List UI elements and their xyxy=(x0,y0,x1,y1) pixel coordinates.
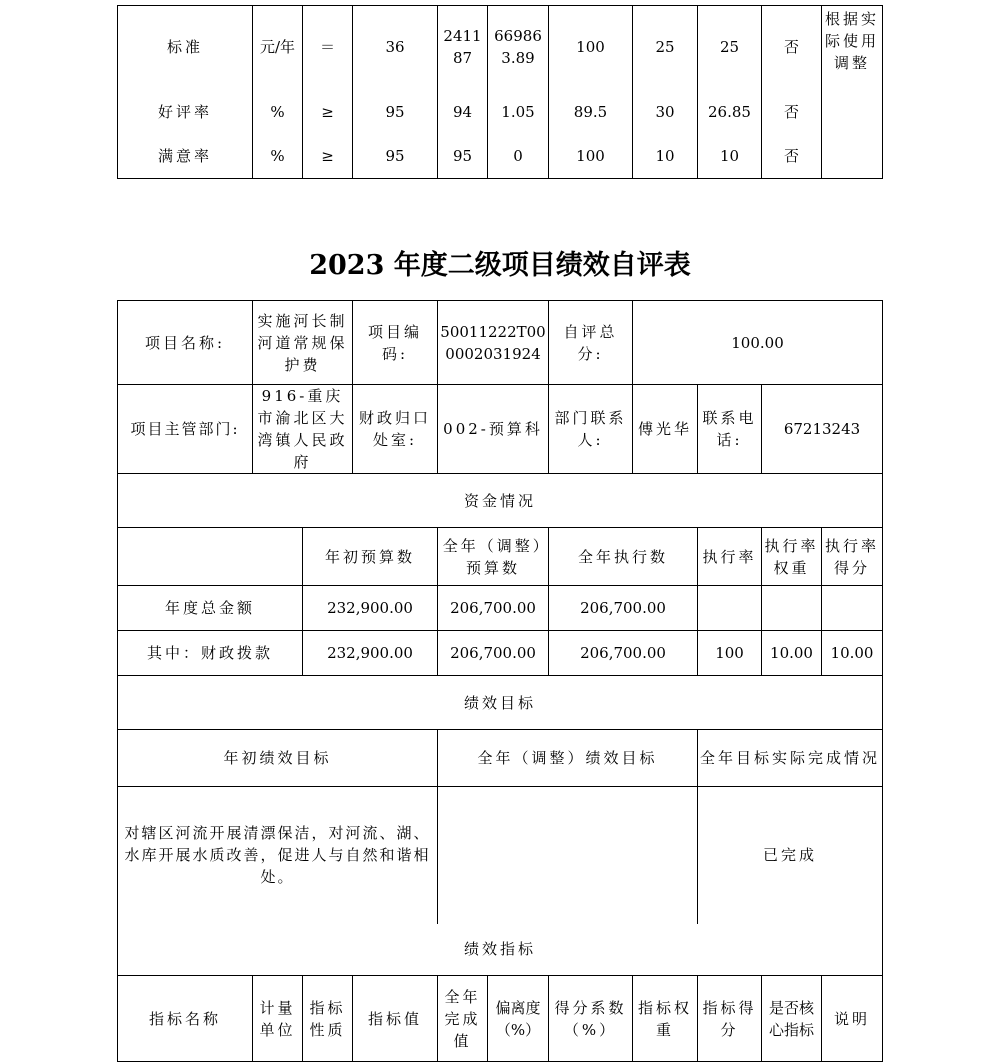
indicator-unit: 元/年 xyxy=(253,6,303,89)
indicator-nature: ＝ xyxy=(303,6,353,89)
department-info-row xyxy=(118,385,883,474)
funds-score: 10.00 xyxy=(822,631,883,676)
indicator-deviation: 0 xyxy=(488,135,549,179)
funds-initial: 232,900.00 xyxy=(303,631,438,676)
funds-executed: 206,700.00 xyxy=(549,631,698,676)
indicators-section-heading: 绩效指标 xyxy=(118,924,883,976)
goals-initial-text: 对辖区河流开展清漂保洁，对河流、湖、水库开展水质改善，促进人与自然和谐相处。 xyxy=(118,787,438,924)
goals-content-row xyxy=(118,787,883,924)
indicator-unit: % xyxy=(253,135,303,179)
funds-rate xyxy=(698,586,762,631)
goals-header-initial: 年初绩效目标 xyxy=(118,730,438,787)
indicator-weight: 10 xyxy=(633,135,698,179)
project-code: 50011222T000002031924 xyxy=(438,301,549,385)
indicator-core: 否 xyxy=(762,135,822,179)
indicators-header-core: 是否核心指标 xyxy=(762,976,822,1062)
indicators-header-deviation: 偏离度（%） xyxy=(488,976,549,1062)
indicator-nature: ≥ xyxy=(303,135,353,179)
indicator-core: 否 xyxy=(762,89,822,135)
dept-value: 916-重庆市渝北区大湾镇人民政府 xyxy=(253,385,353,474)
indicator-weight: 30 xyxy=(633,89,698,135)
funds-header-score: 执行率得分 xyxy=(822,528,883,586)
funds-rate: 100 xyxy=(698,631,762,676)
indicators-header-coef: 得分系数（%） xyxy=(549,976,633,1062)
indicator-actual: 94 xyxy=(438,89,488,135)
phone-number: 67213243 xyxy=(762,385,883,474)
funds-section-heading: 资金情况 xyxy=(118,474,883,528)
contact-name: 傅光华 xyxy=(633,385,698,474)
table-row xyxy=(118,6,883,89)
indicator-name: 好评率 xyxy=(118,89,253,135)
evaluation-table xyxy=(117,300,883,1062)
project-name: 实施河长制河道常规保护费 xyxy=(253,301,353,385)
indicators-header-value: 指标值 xyxy=(353,976,438,1062)
project-code-label: 项目编码: xyxy=(353,301,438,385)
funds-header-blank xyxy=(118,528,303,586)
project-info-row xyxy=(118,301,883,385)
funds-header-adjusted: 全年（调整）预算数 xyxy=(438,528,549,586)
funds-row-label: 其中：财政拨款 xyxy=(118,631,303,676)
goals-section-heading: 绩效目标 xyxy=(118,676,883,730)
finance-office: 002-预算科 xyxy=(438,385,549,474)
goals-actual-text: 已完成 xyxy=(698,787,883,924)
indicator-deviation: 669863.89 xyxy=(488,6,549,89)
funds-executed: 206,700.00 xyxy=(549,586,698,631)
indicator-coef: 100 xyxy=(549,6,633,89)
indicator-core: 否 xyxy=(762,6,822,89)
indicator-coef: 100 xyxy=(549,135,633,179)
funds-initial: 232,900.00 xyxy=(303,586,438,631)
funds-header-initial: 年初预算数 xyxy=(303,528,438,586)
indicator-target: 36 xyxy=(353,6,438,89)
funds-adjusted: 206,700.00 xyxy=(438,631,549,676)
indicator-weight: 25 xyxy=(633,6,698,89)
indicator-coef: 89.5 xyxy=(549,89,633,135)
goals-header-actual: 全年目标实际完成情况 xyxy=(698,730,883,787)
indicator-continuation-table xyxy=(117,5,883,179)
total-score-label: 自评总分: xyxy=(549,301,633,385)
funds-row xyxy=(118,586,883,631)
indicator-score: 25 xyxy=(698,6,762,89)
funds-header-row xyxy=(118,528,883,586)
goals-adjusted-text xyxy=(438,787,698,924)
indicators-header-note: 说明 xyxy=(822,976,883,1062)
indicator-deviation: 1.05 xyxy=(488,89,549,135)
phone-label: 联系电话: xyxy=(698,385,762,474)
indicator-target: 95 xyxy=(353,135,438,179)
table-row xyxy=(118,89,883,135)
funds-row-label: 年度总金额 xyxy=(118,586,303,631)
indicators-header-name: 指标名称 xyxy=(118,976,253,1062)
finance-office-label: 财政归口处室: xyxy=(353,385,438,474)
goals-section-row xyxy=(118,676,883,730)
indicators-header-nature: 指标性质 xyxy=(303,976,353,1062)
goals-header-row xyxy=(118,730,883,787)
indicator-actual: 95 xyxy=(438,135,488,179)
funds-score xyxy=(822,586,883,631)
total-score: 100.00 xyxy=(633,301,883,385)
contact-label: 部门联系人: xyxy=(549,385,633,474)
indicator-score: 26.85 xyxy=(698,89,762,135)
funds-adjusted: 206,700.00 xyxy=(438,586,549,631)
indicators-header-score: 指标得分 xyxy=(698,976,762,1062)
page-title: 2023 年度二级项目绩效自评表 xyxy=(309,250,691,281)
funds-row xyxy=(118,631,883,676)
funds-header-weight: 执行率权重 xyxy=(762,528,822,586)
funds-section-row xyxy=(118,474,883,528)
indicator-target: 95 xyxy=(353,89,438,135)
indicators-header-unit: 计量单位 xyxy=(253,976,303,1062)
indicator-actual: 241187 xyxy=(438,6,488,89)
funds-weight: 10.00 xyxy=(762,631,822,676)
indicator-name: 标准 xyxy=(118,6,253,89)
indicators-section-row xyxy=(118,924,883,976)
indicator-score: 10 xyxy=(698,135,762,179)
indicator-unit: % xyxy=(253,89,303,135)
indicator-note: 根据实际使用调整 xyxy=(822,6,883,179)
project-name-label: 项目名称: xyxy=(118,301,253,385)
indicators-header-weight: 指标权重 xyxy=(633,976,698,1062)
indicator-nature: ≥ xyxy=(303,89,353,135)
dept-label: 项目主管部门: xyxy=(118,385,253,474)
indicators-header-completed: 全年完成值 xyxy=(438,976,488,1062)
indicators-header-row xyxy=(118,976,883,1062)
indicator-name: 满意率 xyxy=(118,135,253,179)
funds-weight xyxy=(762,586,822,631)
table-row xyxy=(118,135,883,179)
funds-header-rate: 执行率 xyxy=(698,528,762,586)
funds-header-executed: 全年执行数 xyxy=(549,528,698,586)
goals-header-adjusted: 全年（调整）绩效目标 xyxy=(438,730,698,787)
